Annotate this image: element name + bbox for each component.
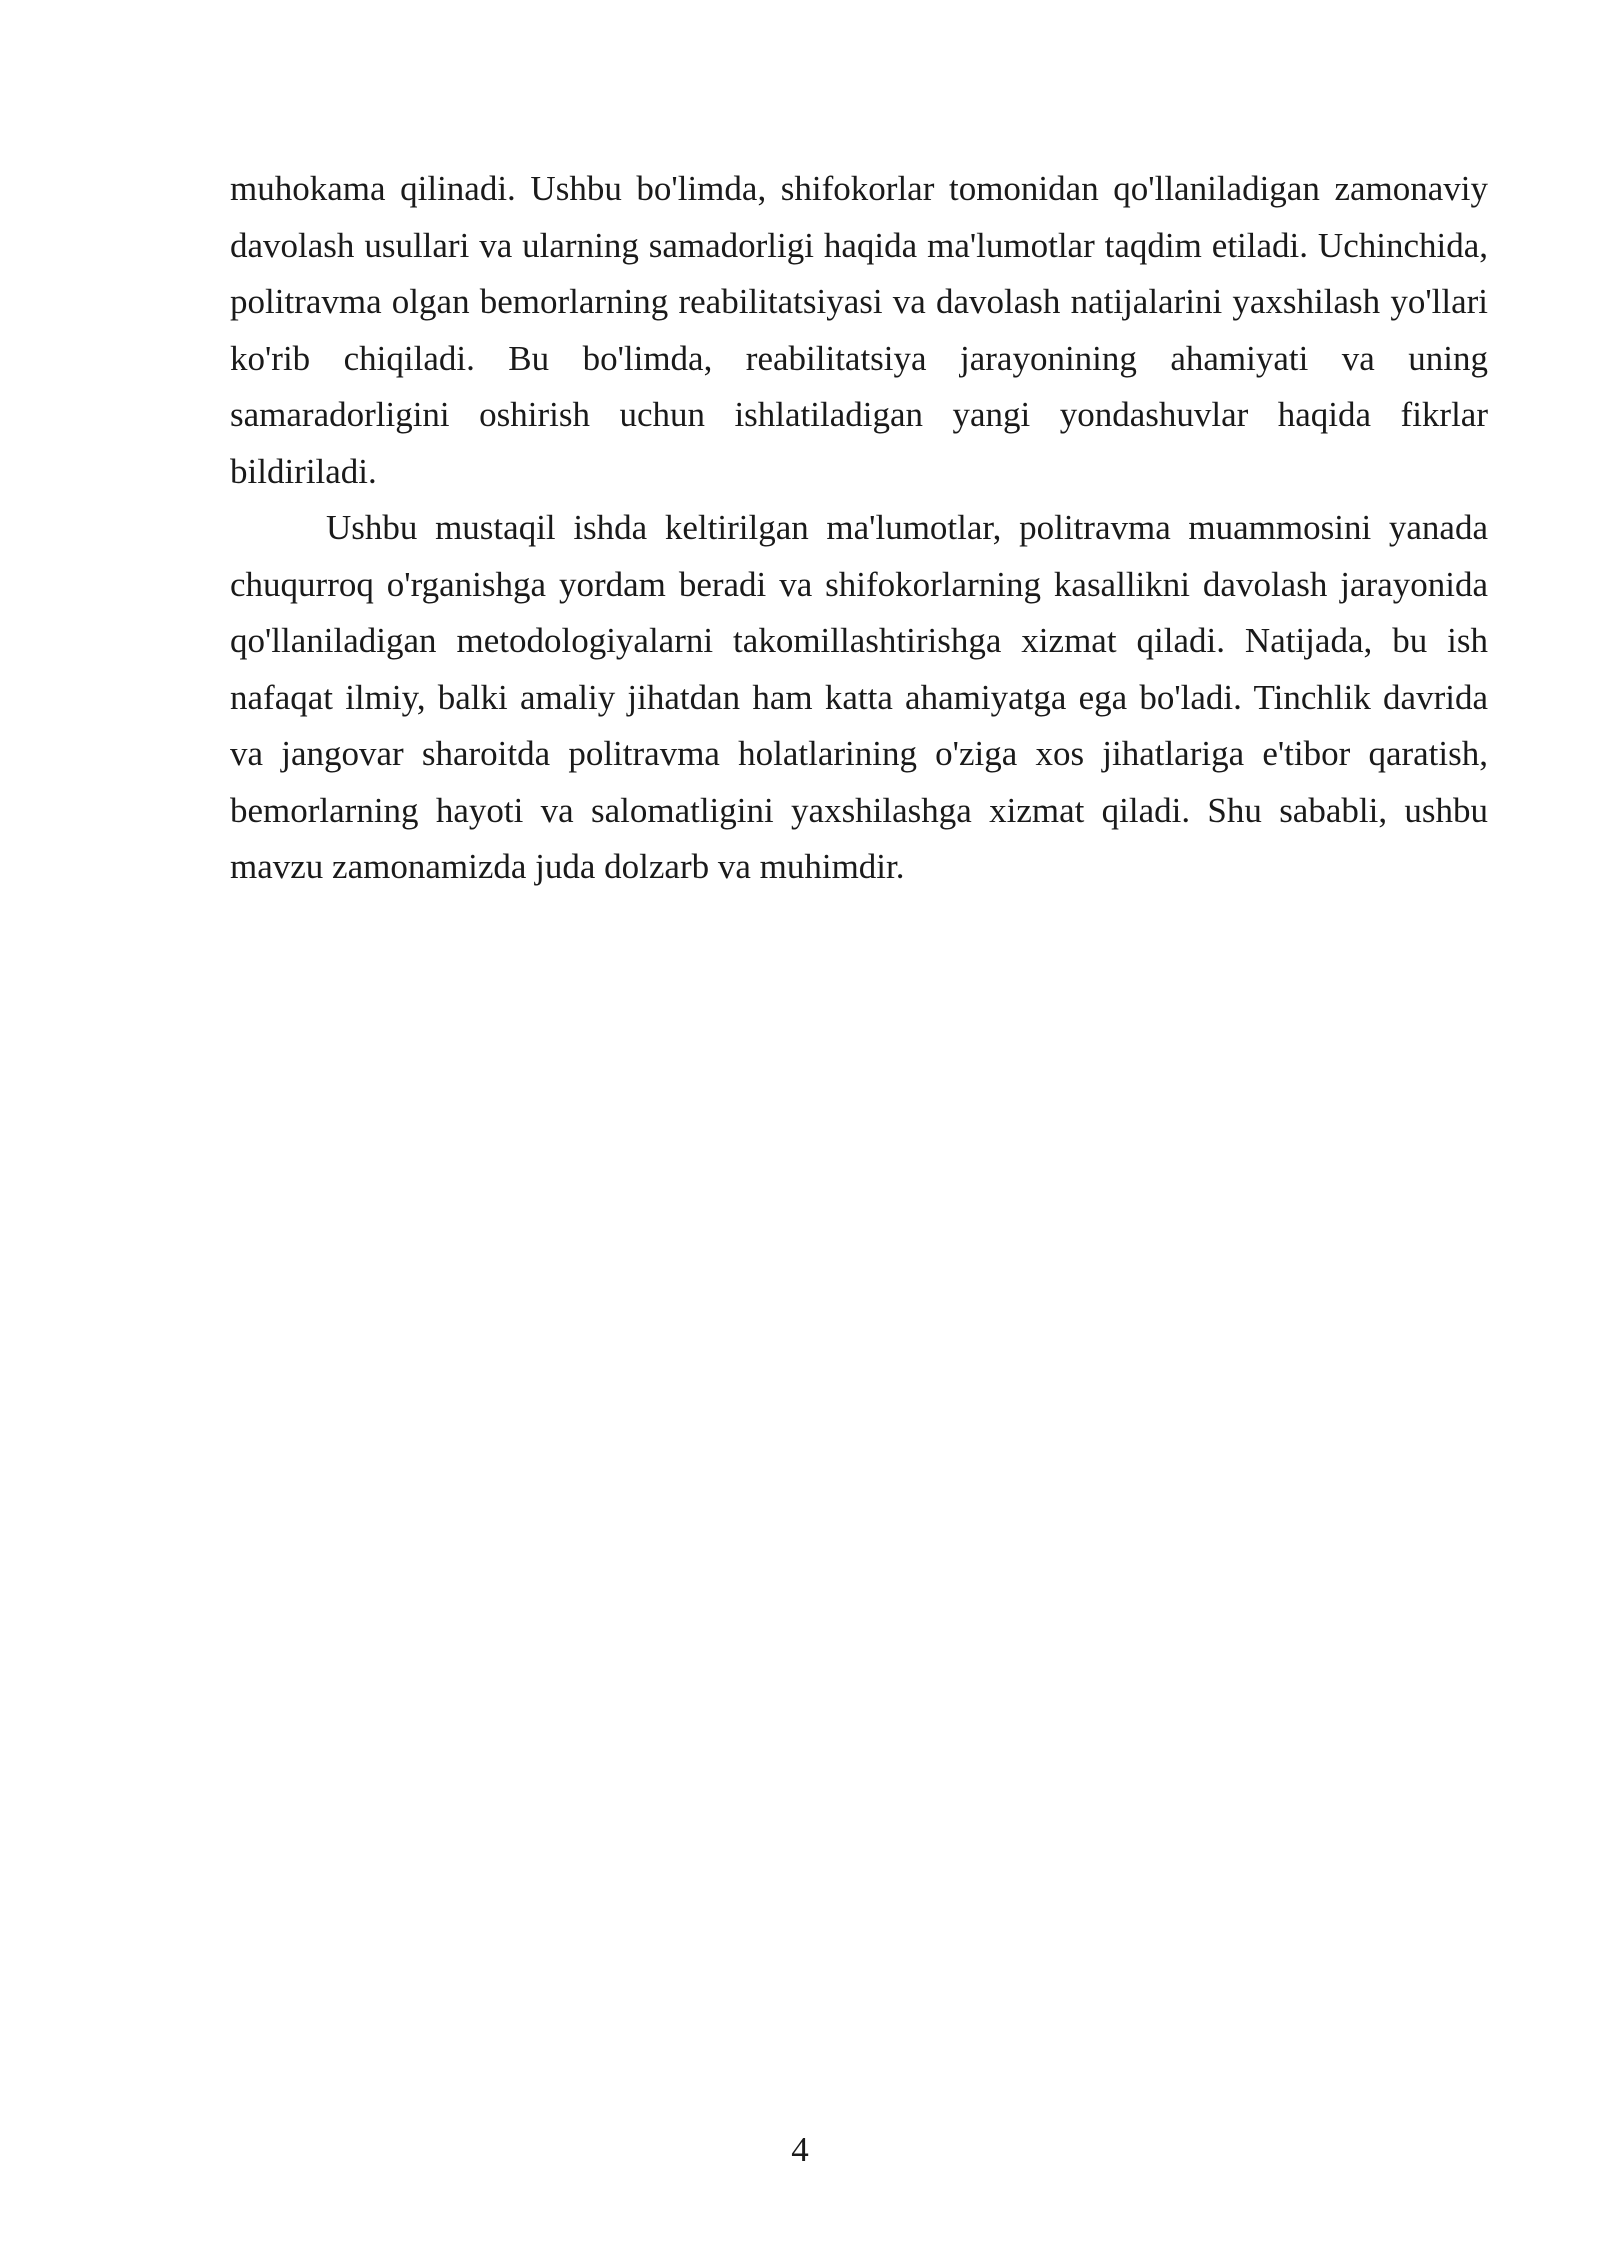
paragraph-continuation: muhokama qilinadi. Ushbu bo'limda, shifokorlar tomonidan qo'llaniladigan zamonaviy davolash usullari va ularning samadorligi haqida ma'lumotlar taqdim etiladi. Uchinchida, politravma olgan bemorlarning reabilitatsiyasi va davolash natijalarini yaxshilash yo'llari ko'rib chiqiladi. Bu bo'limda, reabilitatsiya jarayonining ahamiyati va uning samaradorligini oshirish uchun ishlatiladigan yangi yondashuvlar haqida fikrlar bildiriladi. (230, 169, 1488, 491)
body-text (230, 161, 1488, 896)
paragraph-conclusion: Ushbu mustaqil ishda keltirilgan ma'lumotlar, politravma muammosini yanada chuqurroq o'rganishga yordam beradi va shifokorlarning kasallikni davolash jarayonida qo'llaniladigan metodologiyalarni takomillashtirishga xizmat qiladi. Natijada, bu ish nafaqat ilmiy, balki amaliy jihatdan ham katta ahamiyatga ega bo'ladi. Tinchlik davrida va jangovar sharoitda politravma holatlarining o'ziga xos jihatlariga e'tibor qaratish, bemorlarning hayoti va salomatligini yaxshilashga xizmat qiladi. Shu sababli, ushbu mavzu zamonamizda juda dolzarb va muhimdir. (230, 508, 1488, 886)
page-number: 4 (791, 2130, 809, 2169)
